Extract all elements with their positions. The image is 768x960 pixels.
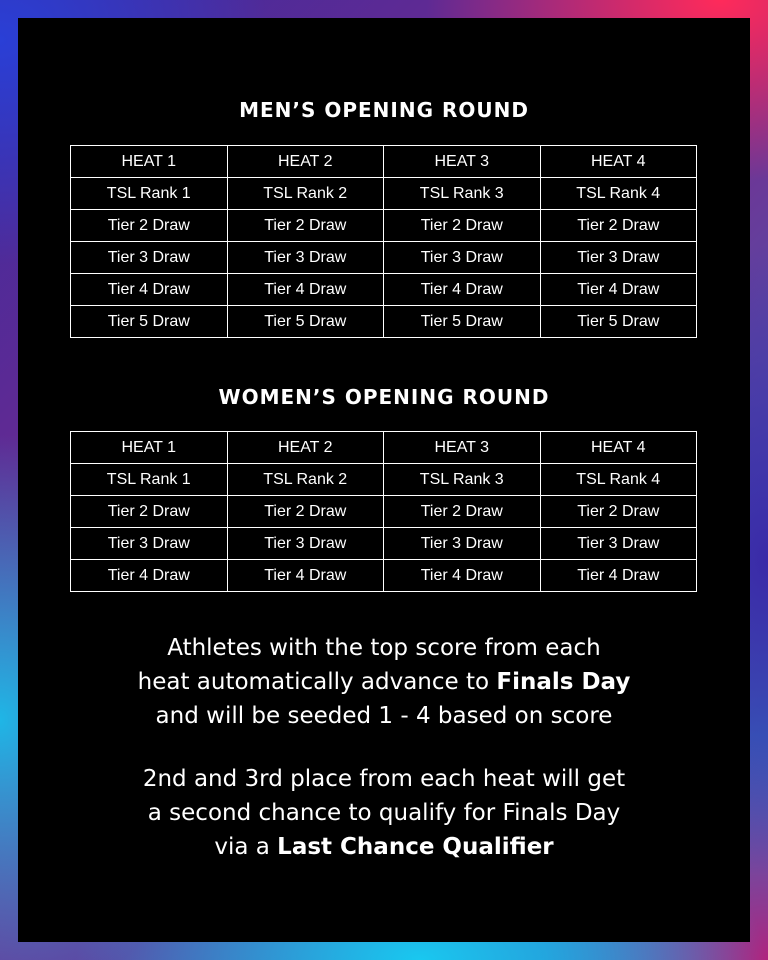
table-row	[71, 464, 697, 496]
table-cell: HEAT 2	[227, 146, 384, 178]
table-row	[71, 242, 697, 274]
table-cell: Tier 4 Draw	[384, 274, 541, 306]
table-cell: Tier 4 Draw	[540, 274, 697, 306]
table-cell: HEAT 2	[227, 432, 384, 464]
table-cell: Tier 2 Draw	[71, 496, 228, 528]
table-cell: TSL Rank 4	[540, 178, 697, 210]
table-cell: Tier 5 Draw	[384, 306, 541, 338]
table-cell: Tier 3 Draw	[71, 242, 228, 274]
second-chance-note-line-2: a second chance to qualify for Finals Day	[147, 800, 621, 826]
table-cell: HEAT 3	[384, 146, 541, 178]
table-cell: Tier 3 Draw	[227, 242, 384, 274]
table-cell: TSL Rank 3	[384, 178, 541, 210]
table-cell: Tier 3 Draw	[384, 242, 541, 274]
table-cell: TSL Rank 2	[227, 178, 384, 210]
table-cell: Tier 5 Draw	[71, 306, 228, 338]
table-cell: HEAT 4	[540, 432, 697, 464]
table-cell: HEAT 3	[384, 432, 541, 464]
table-cell: TSL Rank 4	[540, 464, 697, 496]
table-cell: Tier 2 Draw	[384, 496, 541, 528]
table-cell: HEAT 1	[71, 146, 228, 178]
advance-note-line-2	[18, 665, 750, 699]
table-cell: Tier 3 Draw	[540, 242, 697, 274]
table-row	[71, 496, 697, 528]
table-cell: TSL Rank 3	[384, 464, 541, 496]
advance-note	[18, 631, 750, 733]
advance-note-text: heat automatically advance to	[137, 669, 497, 695]
table-cell: Tier 4 Draw	[227, 560, 384, 592]
second-chance-note	[18, 762, 750, 864]
table-cell: Tier 3 Draw	[227, 528, 384, 560]
table-row	[71, 178, 697, 210]
table-cell: TSL Rank 1	[71, 178, 228, 210]
table-cell: Tier 3 Draw	[540, 528, 697, 560]
table-cell: TSL Rank 2	[227, 464, 384, 496]
table-cell: HEAT 1	[71, 432, 228, 464]
table-cell: Tier 4 Draw	[384, 560, 541, 592]
table-cell: Tier 2 Draw	[227, 496, 384, 528]
table-cell: TSL Rank 1	[71, 464, 228, 496]
table-row	[71, 528, 697, 560]
second-chance-note-line-1: 2nd and 3rd place from each heat will get	[142, 766, 626, 792]
content-panel	[18, 18, 750, 942]
advance-note-line-3: and will be seeded 1 - 4 based on score	[155, 703, 613, 729]
table-cell: Tier 3 Draw	[71, 528, 228, 560]
table-cell: Tier 2 Draw	[71, 210, 228, 242]
second-chance-note-line-3	[18, 830, 750, 864]
table-cell: Tier 4 Draw	[540, 560, 697, 592]
table-cell: Tier 4 Draw	[227, 274, 384, 306]
table-header-row	[71, 146, 697, 178]
table-cell: Tier 4 Draw	[71, 274, 228, 306]
table-cell: Tier 2 Draw	[540, 210, 697, 242]
table-row	[71, 210, 697, 242]
womens-heats-table	[70, 431, 697, 592]
table-cell: Tier 2 Draw	[384, 210, 541, 242]
table-header-row	[71, 432, 697, 464]
advance-note-line-1: Athletes with the top score from each	[167, 635, 601, 661]
mens-heats-table	[70, 145, 697, 338]
last-chance-qualifier-emphasis: Last Chance Qualifier	[277, 834, 554, 860]
finals-day-emphasis: Finals Day	[496, 669, 631, 695]
table-cell: Tier 2 Draw	[540, 496, 697, 528]
table-cell: Tier 5 Draw	[227, 306, 384, 338]
second-chance-note-text: via a	[214, 834, 278, 860]
table-cell: Tier 4 Draw	[71, 560, 228, 592]
table-row	[71, 274, 697, 306]
table-row	[71, 306, 697, 338]
table-row	[71, 560, 697, 592]
table-cell: HEAT 4	[540, 146, 697, 178]
table-cell: Tier 3 Draw	[384, 528, 541, 560]
table-cell: Tier 2 Draw	[227, 210, 384, 242]
table-cell: Tier 5 Draw	[540, 306, 697, 338]
mens-opening-round-title: MEN’S OPENING ROUND	[239, 98, 529, 122]
womens-opening-round-title: WOMEN’S OPENING ROUND	[218, 385, 550, 409]
